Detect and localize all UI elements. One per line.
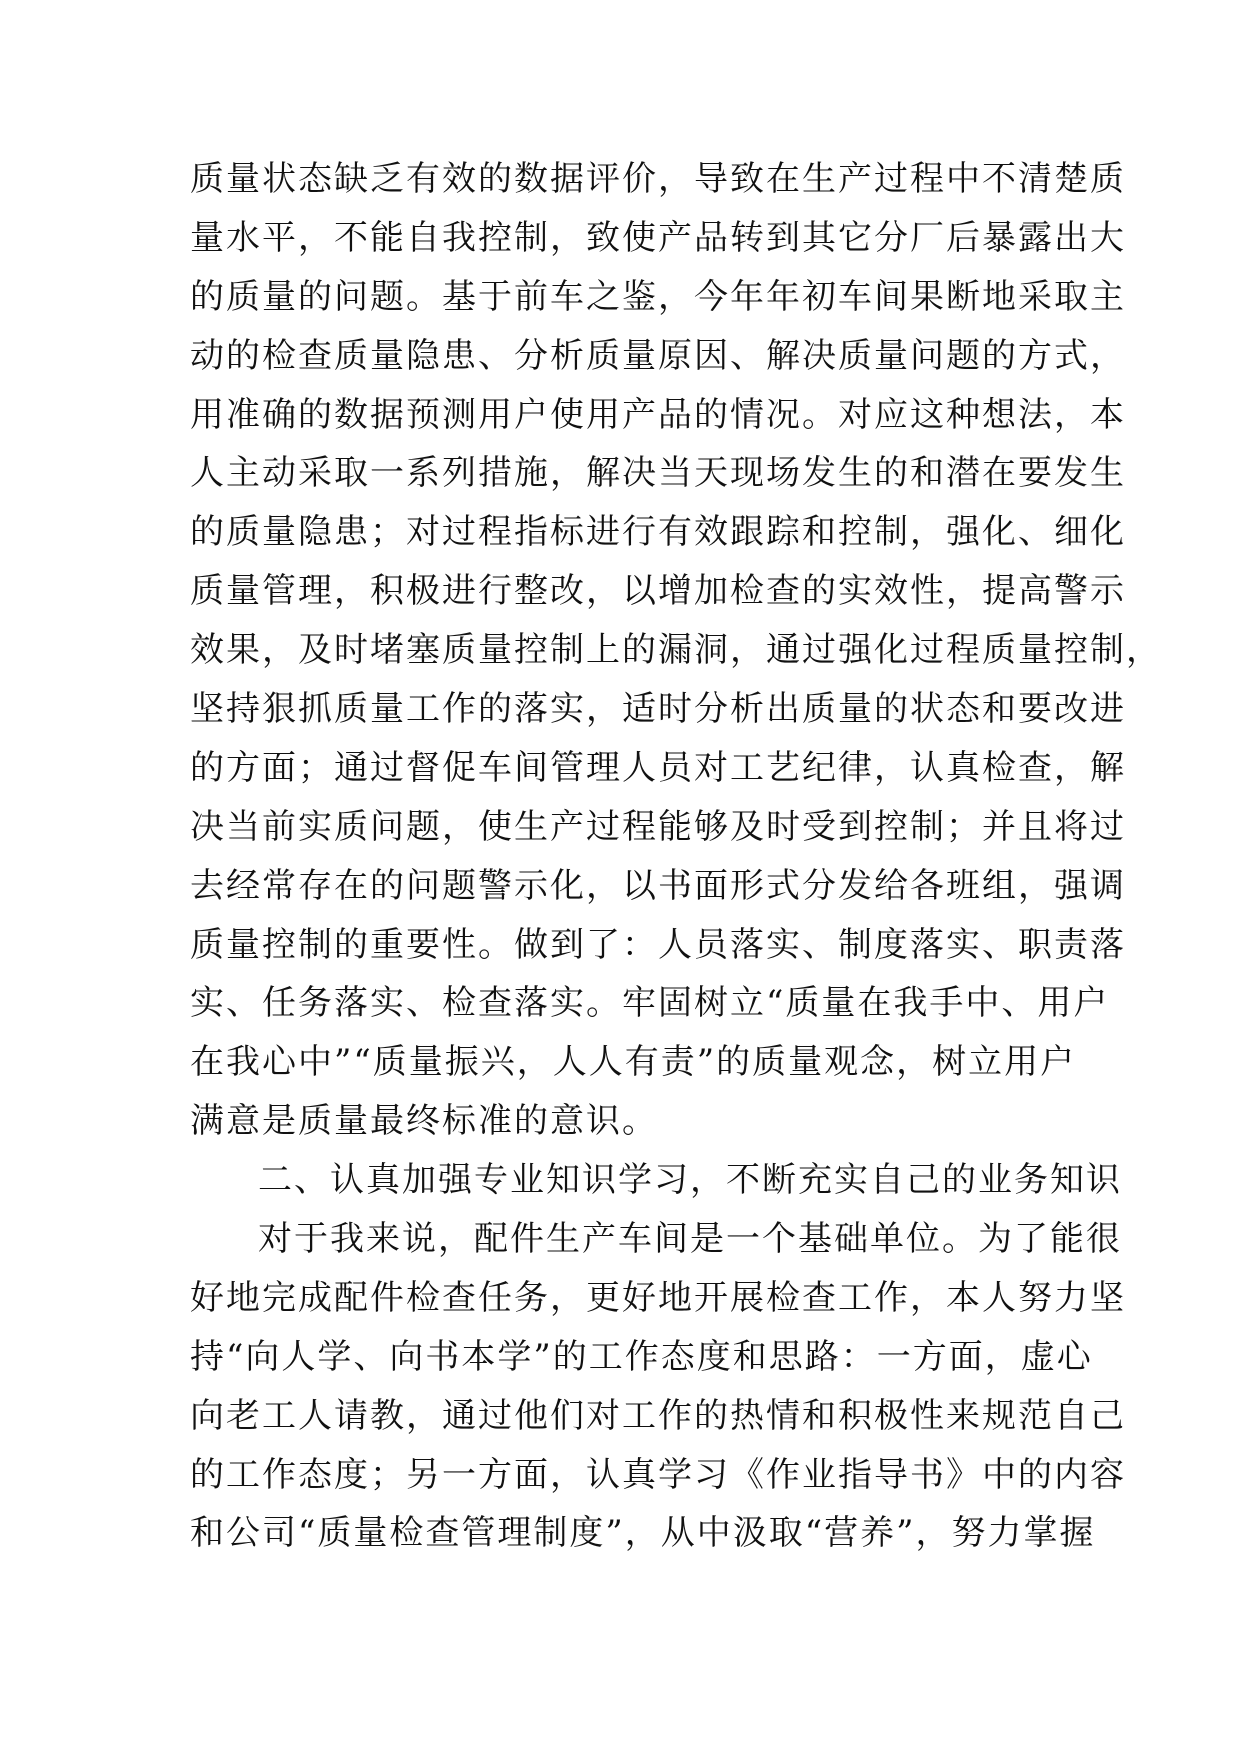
text-line: 向老工人请教，通过他们对工作的热情和积极性来规范自己 (190, 1395, 1126, 1436)
text-line: 的工作态度；另一方面，认真学习《作业指导书》中的内容 (190, 1454, 1126, 1495)
text-line: 质量状态缺乏有效的数据评价，导致在生产过程中不清楚质 (190, 159, 1126, 199)
text-line: 的质量的问题。基于前车之鉴，今年年初车间果断地采取主 (190, 276, 1126, 317)
text-line: 和公司“质量检查管理制度”，从中汲取“营养”，努力掌握 (190, 1513, 1096, 1554)
text-line: 对于我来说，配件生产车间是一个基础单位。为了能很 (258, 1219, 1122, 1260)
text-line: 坚持狠抓质量工作的落实，适时分析出质量的状态和要改进 (190, 689, 1126, 730)
text-line: 质量控制的重要性。做到了：人员落实、制度落实、职责落 (190, 924, 1126, 965)
text-line: 的方面；通过督促车间管理人员对工艺纪律，认真检查，解 (190, 747, 1126, 788)
text-line: 质量管理，积极进行整改，以增加检查的实效性，提高警示 (190, 571, 1126, 612)
section-heading: 二、认真加强专业知识学习，不断充实自己的业务知识 (258, 1160, 1122, 1201)
text-line: 用准确的数据预测用户使用产品的情况。对应这种想法，本 (190, 394, 1126, 435)
text-line: 在我心中”“质量振兴，人人有责”的质量观念，树立用户 (190, 1042, 1077, 1083)
text-line: 好地完成配件检查任务，更好地开展检查工作，本人努力坚 (190, 1277, 1126, 1318)
text-line: 效果，及时堵塞质量控制上的漏洞，通过强化过程质量控制， (190, 630, 1162, 671)
text-line: 实、任务落实、检查落实。牢固树立“质量在我手中、用户 (190, 983, 1110, 1024)
text-line: 满意是质量最终标准的意识。 (190, 1101, 658, 1142)
text-line: 持“向人学、向书本学”的工作态度和思路：一方面，虚心 (190, 1336, 1093, 1377)
body-text (190, 150, 1162, 1563)
text-line: 去经常存在的问题警示化，以书面形式分发给各班组，强调 (190, 865, 1126, 906)
text-line: 的质量隐患；对过程指标进行有效跟踪和控制，强化、细化 (190, 512, 1126, 553)
text-line: 量水平，不能自我控制，致使产品转到其它分厂后暴露出大 (190, 217, 1126, 258)
text-line: 动的检查质量隐患、分析质量原因、解决质量问题的方式， (190, 335, 1126, 376)
text-line: 人主动采取一系列措施，解决当天现场发生的和潜在要发生 (190, 453, 1126, 494)
text-line: 决当前实质问题，使生产过程能够及时受到控制；并且将过 (190, 806, 1126, 847)
